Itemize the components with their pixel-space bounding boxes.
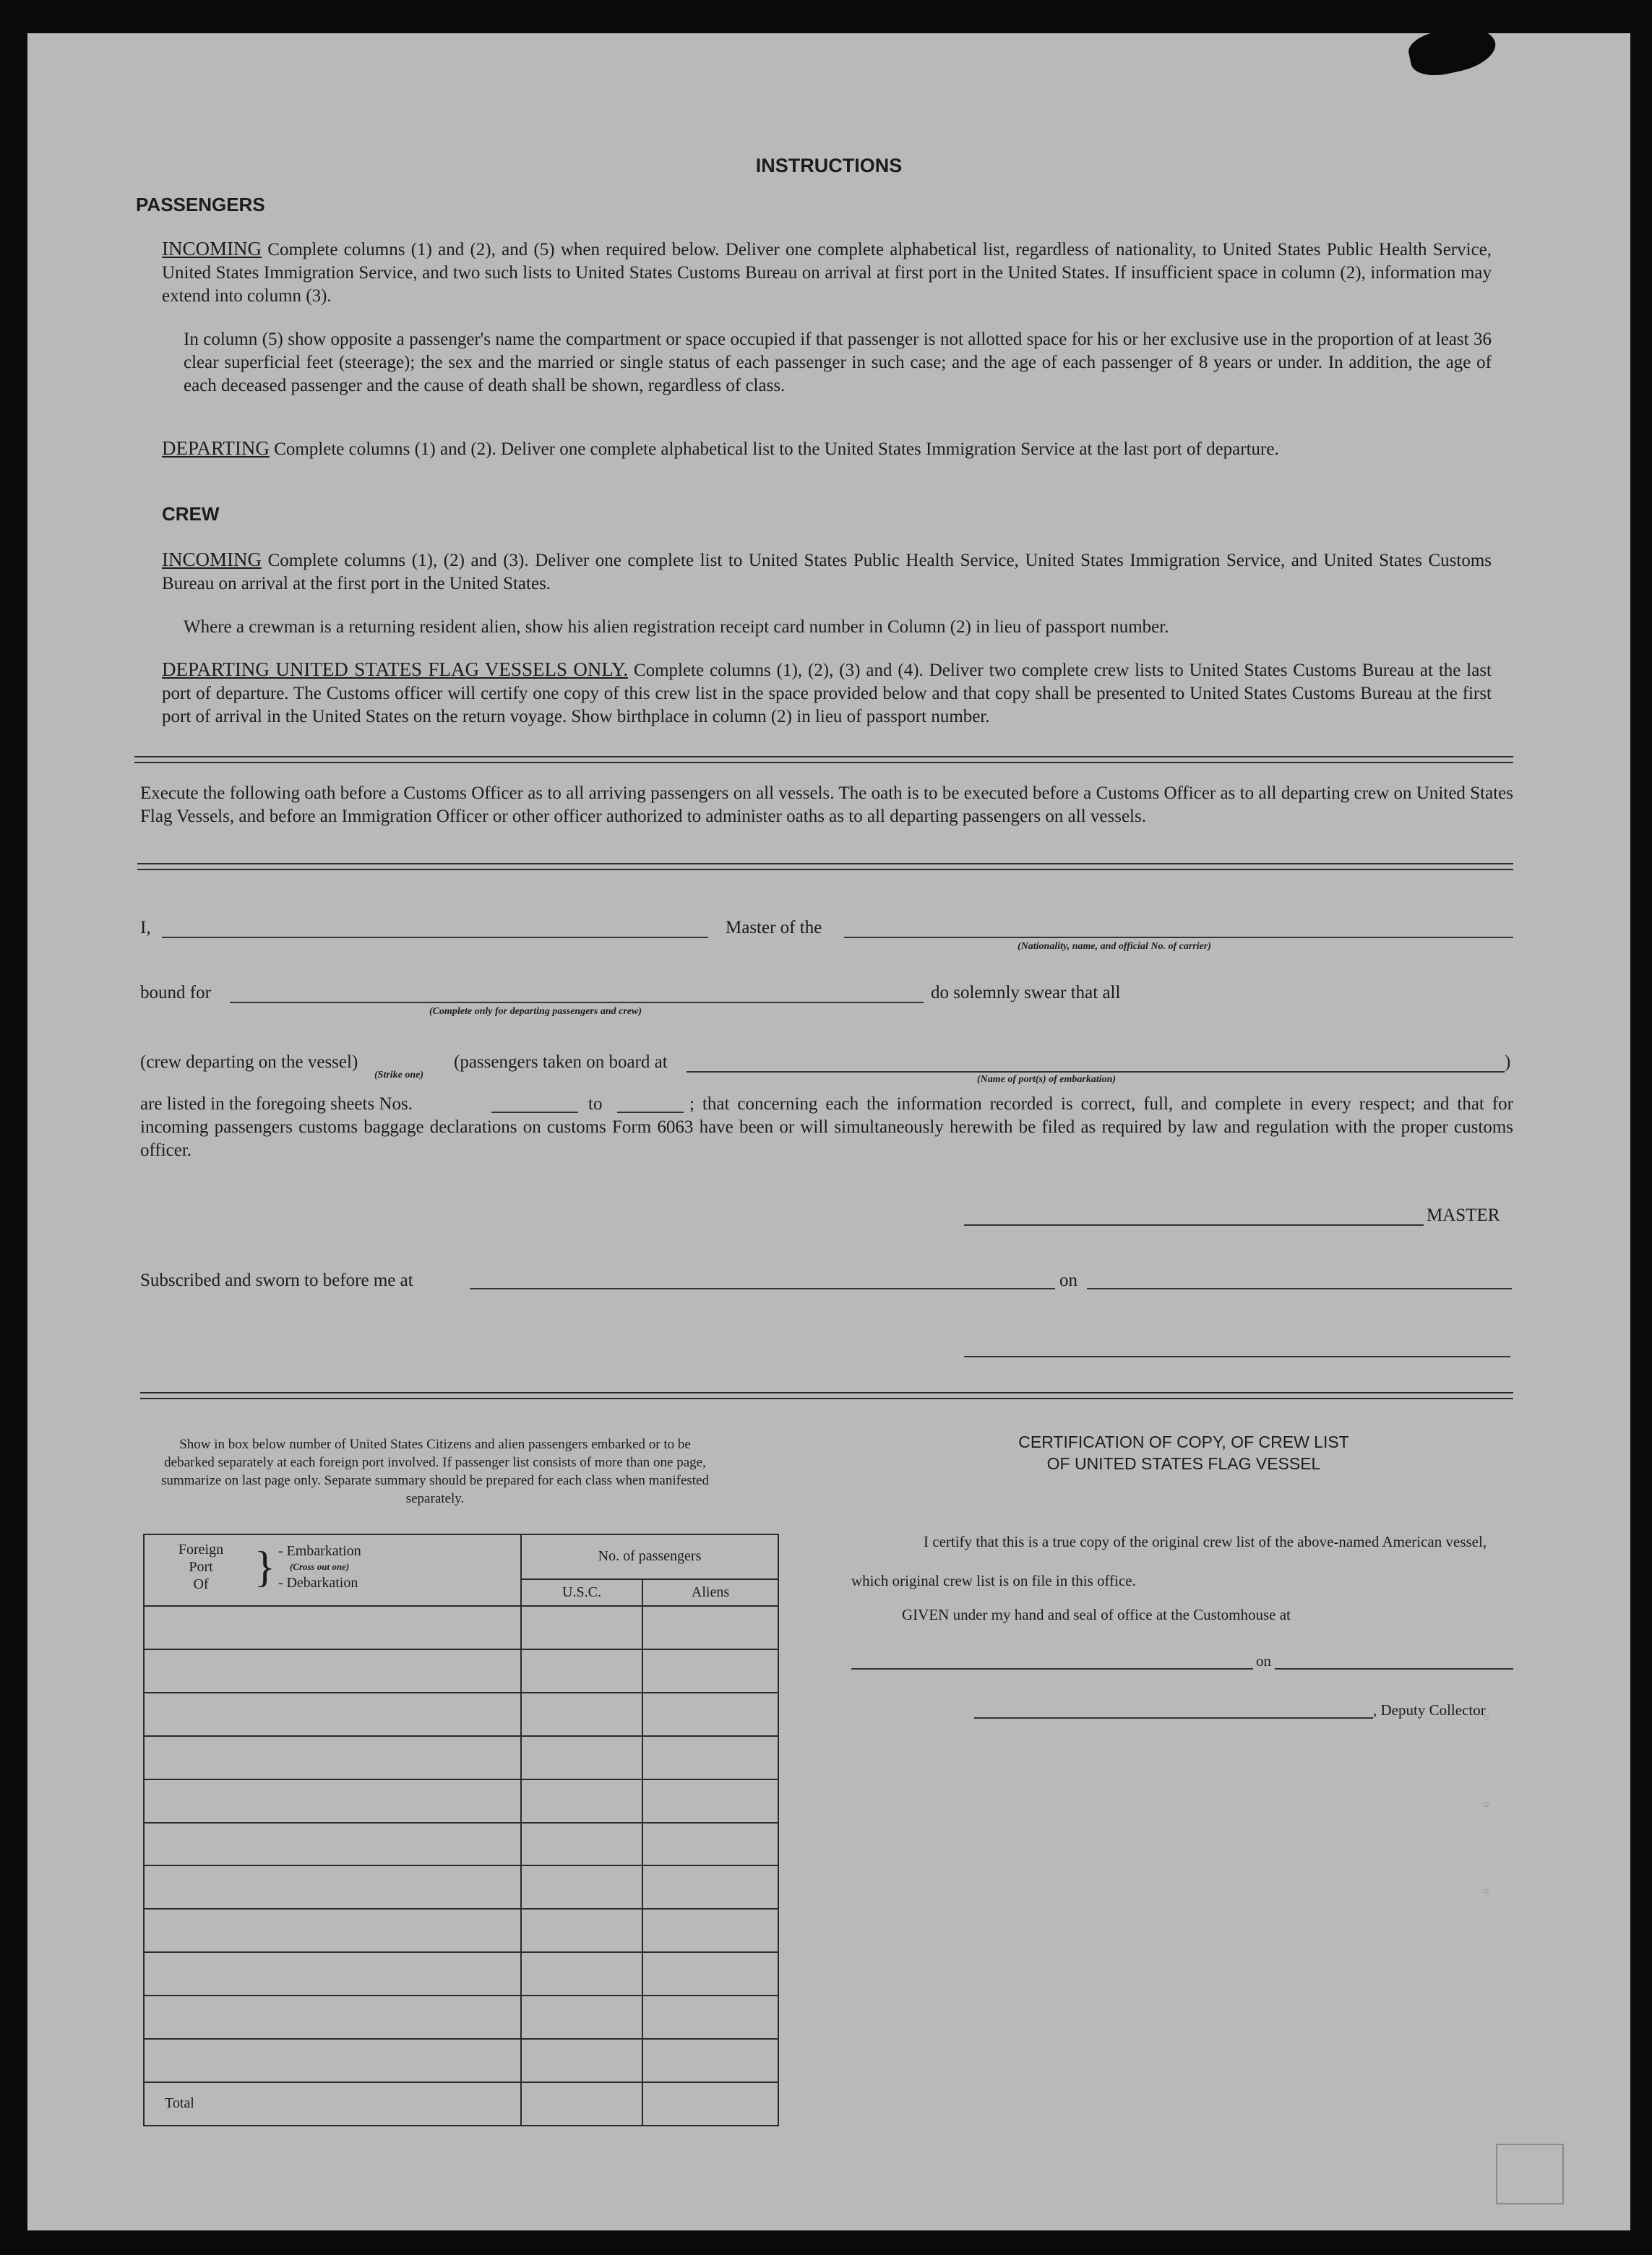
master-name-line[interactable] [162, 937, 708, 938]
table-row [144, 1952, 778, 1996]
corner-stamp-box [1496, 2144, 1564, 2204]
subscribed-place-line[interactable] [470, 1288, 1055, 1289]
section-divider [134, 756, 1513, 763]
usc-cell[interactable] [521, 1996, 642, 2039]
oath-close-paren: ) [1505, 1052, 1511, 1072]
oath-swear-text: do solemnly swear that all [931, 983, 1121, 1002]
aliens-cell[interactable] [642, 1649, 778, 1693]
certification-title-line2: OF UNITED STATES FLAG VESSEL [1046, 1454, 1321, 1473]
port-cell[interactable] [144, 1865, 521, 1909]
crew-departing-paragraph [162, 658, 1492, 729]
table-row [144, 1996, 778, 2039]
port-cell[interactable] [144, 1779, 521, 1823]
passengers-incoming-text: Complete columns (1) and (2), and (5) when required below. Deliver one complete alphabetical list, regardless of nationality, to United States Public Health Service, United States Immigration Service, and two such lists to United States Customs Bureau on arrival at first port in the United States. If insufficient space in column (2), information may extend into column (3). [162, 240, 1492, 306]
port-header-port: Port [189, 1559, 213, 1575]
usc-cell[interactable] [521, 1693, 642, 1736]
port-cell[interactable] [144, 1909, 521, 1952]
document-page [27, 33, 1630, 2230]
table-row [144, 2039, 778, 2082]
passengers-departing-text: Complete columns (1) and (2). Deliver one complete alphabetical list to the United States Immigration Service at the last port of departure. [274, 439, 1279, 459]
bound-for-line[interactable] [230, 1002, 924, 1003]
lower-divider [140, 1392, 1513, 1399]
embarkation-option[interactable]: - Embarkation [278, 1543, 361, 1559]
usc-cell[interactable] [521, 1823, 642, 1866]
passenger-summary-table [143, 1534, 779, 2126]
strike-one-caption: (Strike one) [374, 1070, 424, 1081]
bound-for-caption: (Complete only for departing passengers and crew) [429, 1006, 642, 1017]
usc-cell[interactable] [521, 1649, 642, 1693]
usc-cell[interactable] [521, 1952, 642, 1996]
oath-i-label: I, [140, 918, 151, 937]
passengers-column5-paragraph: In column (5) show opposite a passenger's name the compartment or space occupied if that passenger is not allotted space for his or her exclusive use in the proportion of at least 36 clear superficial feet (steerage); the sex and the married or single status of each passenger in such case; and the age of each passenger of 8 years or under. In addition, the age of each deceased passenger and the cause of death shall be shown, regardless of class. [184, 330, 1492, 395]
port-cell[interactable] [144, 1736, 521, 1779]
crew-heading: CREW [162, 503, 220, 525]
cross-out-caption: (Cross out one) [289, 1561, 350, 1572]
oath-listed-to: to [588, 1094, 603, 1114]
oath-intro-paragraph: Execute the following oath before a Customs Officer as to all arriving passengers on all vessels. The oath is to be executed before a Customs Officer as to all departing crew on United States Flag Vessels, and before an Immigration Officer or other officer authorized to administer oaths as to all departing passengers on all vessels. [140, 783, 1513, 826]
aliens-cell[interactable] [642, 2039, 778, 2082]
port-cell[interactable] [144, 1823, 521, 1866]
port-cell[interactable] [144, 1996, 521, 2039]
deputy-signature-line[interactable] [974, 1717, 1373, 1719]
aliens-cell[interactable] [642, 1996, 778, 2039]
certification-given-text: GIVEN under my hand and seal of office at the Customhouse at [902, 1606, 1291, 1623]
aliens-cell[interactable] [642, 1865, 778, 1909]
subscribed-label: Subscribed and sworn to before me at [140, 1271, 413, 1290]
bleed-through-mark: ◦ [1481, 1710, 1492, 1728]
aliens-cell[interactable] [642, 1693, 778, 1736]
crew-incoming-paragraph [162, 548, 1492, 596]
customhouse-line[interactable] [851, 1668, 1253, 1670]
table-row [144, 1736, 778, 1779]
port-cell[interactable] [144, 1952, 521, 1996]
oath-crew-departing: (crew departing on the vessel) [140, 1052, 358, 1072]
crew-departing-text: Complete columns (1), (2), (3) and (4). Deliver two complete crew lists to United States Customs Bureau at the last port of departure. The Customs officer will certify one copy of this crew list in the space provided below and that copy shall be presented to United States Customs Bureau at the first port of arrival in the United States on the return voyage. Show birthplace in column (2) in lieu of passport number. [162, 661, 1492, 726]
oath-listed-text: ; that concerning each the information recorded is correct, full, and complete in every respect; and that for incoming passengers customs baggage declarations on customs Form 6063 have been or will simultaneously herewith be filed as required by law and regulation with the proper customs officer. [140, 1094, 1513, 1160]
bleed-through-mark: ◦ [1481, 1884, 1492, 1902]
brace-glyph: } [254, 1543, 275, 1591]
total-label: Total [144, 2082, 521, 2126]
port-cell[interactable] [144, 2039, 521, 2082]
subscribed-date-line[interactable] [1087, 1288, 1512, 1289]
oath-bound-for-label: bound for [140, 983, 211, 1002]
bleed-through-mark: ◦ [1481, 1797, 1492, 1815]
table-row-total [144, 2082, 778, 2126]
certification-on-label: on [1256, 1652, 1271, 1670]
passengers-heading: PASSENGERS [136, 194, 265, 215]
port-cell[interactable] [144, 1693, 521, 1736]
certification-title [895, 1431, 1473, 1474]
oath-divider [137, 863, 1513, 870]
port-header-foreign: Foreign [178, 1542, 224, 1558]
usc-cell[interactable] [521, 1865, 642, 1909]
aliens-header: Aliens [642, 1579, 778, 1606]
aliens-cell[interactable] [642, 1736, 778, 1779]
usc-header: U.S.C. [521, 1579, 642, 1606]
oath-passengers-taken: (passengers taken on board at [454, 1052, 668, 1072]
deputy-collector-label: , Deputy Collector [1373, 1701, 1486, 1719]
aliens-cell[interactable] [642, 1952, 778, 1996]
master-signature-line[interactable] [964, 1224, 1424, 1226]
table-row [144, 1649, 778, 1693]
subscribed-on-label: on [1059, 1271, 1077, 1290]
summary-note: Show in box below number of United States Citizens and alien passengers embarked or to be debarked separately at each foreign port involved. If passenger list consists of more than one page, summarize on last page only. Separate summary should be prepared for each class when manifested separately. [161, 1437, 709, 1506]
passengers-departing-label: DEPARTING [162, 437, 270, 459]
table-row [144, 1909, 778, 1952]
embarkation-ports-line[interactable] [687, 1071, 1505, 1073]
officer-signature-line[interactable] [964, 1356, 1510, 1357]
passengers-count-header: No. of passengers [521, 1534, 778, 1579]
usc-cell[interactable] [521, 1606, 642, 1649]
table-row [144, 1779, 778, 1823]
aliens-cell[interactable] [642, 1606, 778, 1649]
debarkation-option[interactable]: - Debarkation [278, 1575, 358, 1591]
ports-caption: (Name of port(s) of embarkation) [977, 1074, 1117, 1085]
page-title: INSTRUCTIONS [755, 155, 903, 176]
crew-incoming-text: Complete columns (1), (2) and (3). Deliver one complete list to United States Public Health Service, United States Immigration Service, and United States Customs Bureau on arrival at the first port in the United States. [162, 551, 1492, 593]
usc-cell[interactable] [521, 1736, 642, 1779]
aliens-cell[interactable] [642, 1909, 778, 1952]
table-row [144, 1823, 778, 1866]
usc-cell[interactable] [521, 1909, 642, 1952]
total-aliens-cell[interactable] [642, 2082, 778, 2126]
passengers-departing-paragraph [162, 437, 1492, 461]
port-header-cell [144, 1534, 521, 1606]
table-row [144, 1606, 778, 1649]
aliens-cell[interactable] [642, 1823, 778, 1866]
passengers-incoming-paragraph [162, 237, 1492, 308]
crew-departing-label: DEPARTING UNITED STATES FLAG VESSELS ONLY. [162, 658, 628, 680]
table-row [144, 1865, 778, 1909]
aliens-cell[interactable] [642, 1779, 778, 1823]
certification-title-line1: CERTIFICATION OF COPY, OF CREW LIST [1018, 1433, 1349, 1451]
carrier-line[interactable] [844, 937, 1513, 938]
certification-date-line[interactable] [1275, 1668, 1513, 1670]
port-header-of: Of [193, 1576, 209, 1592]
passengers-incoming-label: INCOMING [162, 238, 262, 259]
master-label: MASTER [1427, 1206, 1500, 1225]
carrier-caption: (Nationality, name, and official No. of carrier) [1018, 941, 1211, 952]
crew-incoming-label: INCOMING [162, 549, 262, 570]
table-row [144, 1693, 778, 1736]
port-cell[interactable] [144, 1606, 521, 1649]
port-cell[interactable] [144, 1649, 521, 1693]
crew-resident-paragraph: Where a crewman is a returning resident alien, show his alien registration receipt card number in Column (2) in lieu of passport number. [184, 617, 1169, 637]
oath-master-of-label: Master of the [726, 918, 822, 937]
usc-cell[interactable] [521, 1779, 642, 1823]
usc-cell[interactable] [521, 2039, 642, 2082]
certification-text: I certify that this is a true copy of the original crew list of the above-named American vessel, which original crew list is on file in this office. [851, 1533, 1487, 1589]
oath-listed-prefix: are listed in the foregoing sheets Nos. [140, 1094, 413, 1114]
total-usc-cell[interactable] [521, 2082, 642, 2126]
